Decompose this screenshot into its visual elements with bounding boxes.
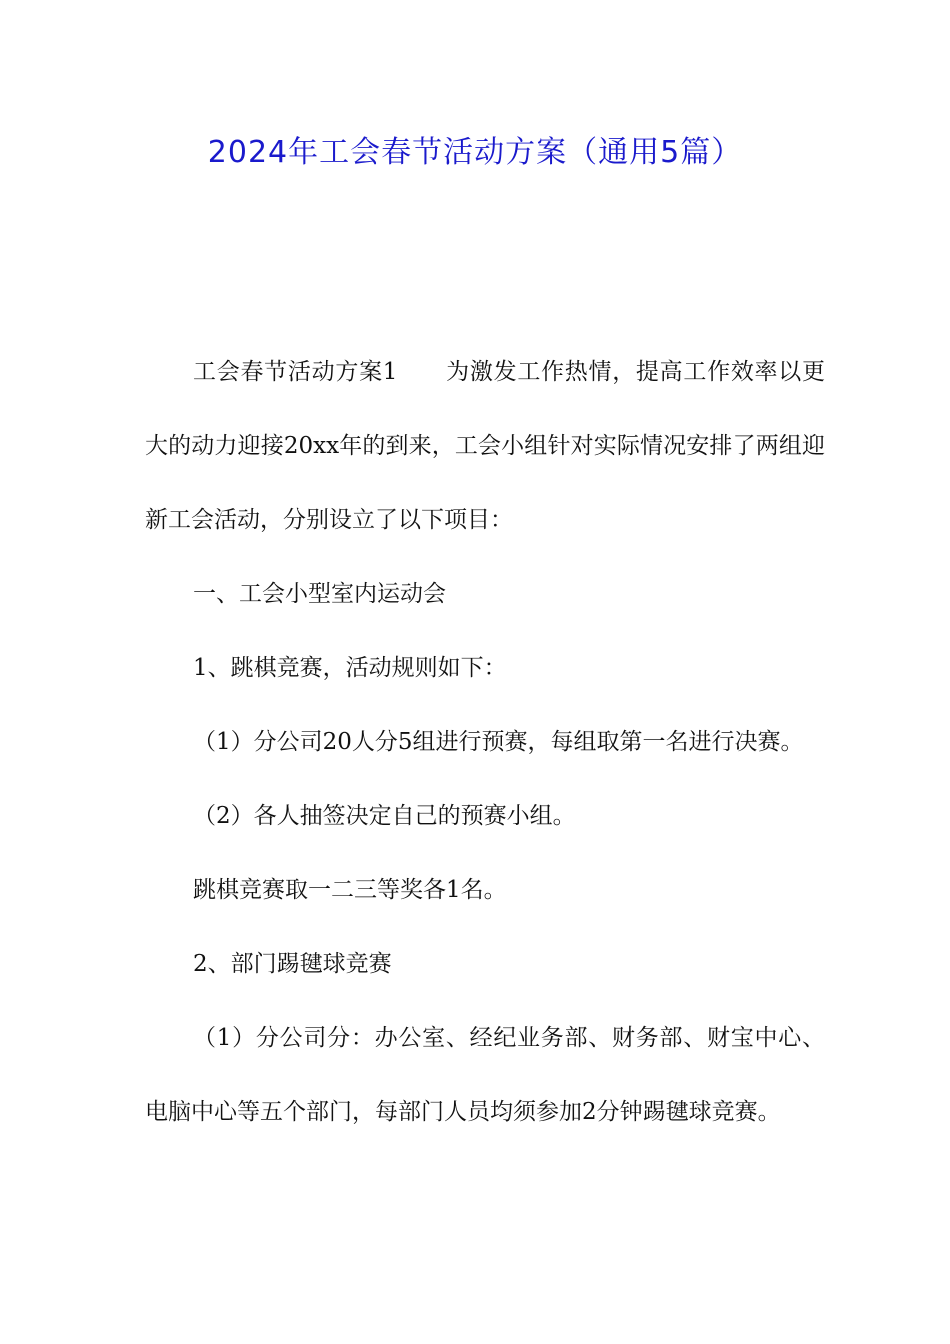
document-title: 2024年工会春节活动方案（通用5篇）	[207, 135, 743, 170]
paragraph-7: 2、部门踢毽球竞赛	[193, 951, 392, 977]
document-body	[145, 335, 825, 1149]
section-heading-1: 工会春节活动方案1	[193, 359, 398, 385]
paragraph-8: （1）分公司分：办公室、经纪业务部、财务部、财宝中心、电脑中心等五个部门，每部门人员均须参加2分钟踢毽球竞赛。	[145, 1025, 825, 1125]
paragraph-5: （2）各人抽签决定自己的预赛小组。	[193, 803, 576, 829]
paragraph-4: （1）分公司20人分5组进行预赛，每组取第一名进行决赛。	[193, 729, 804, 755]
paragraph-1	[145, 335, 825, 557]
paragraph-6: 跳棋竞赛取一二三等奖各1名。	[193, 877, 507, 903]
paragraph-3: 1、跳棋竞赛，活动规则如下：	[193, 655, 507, 681]
paragraph-2: 一、工会小型室内运动会	[193, 581, 446, 607]
paragraph-text: 为激发工作热情，提高工作效率以更大的动力迎接20xx年的到来，工会小组针对实际情况安排了两组迎新工会活动，分别设立了以下项目：	[145, 359, 825, 533]
